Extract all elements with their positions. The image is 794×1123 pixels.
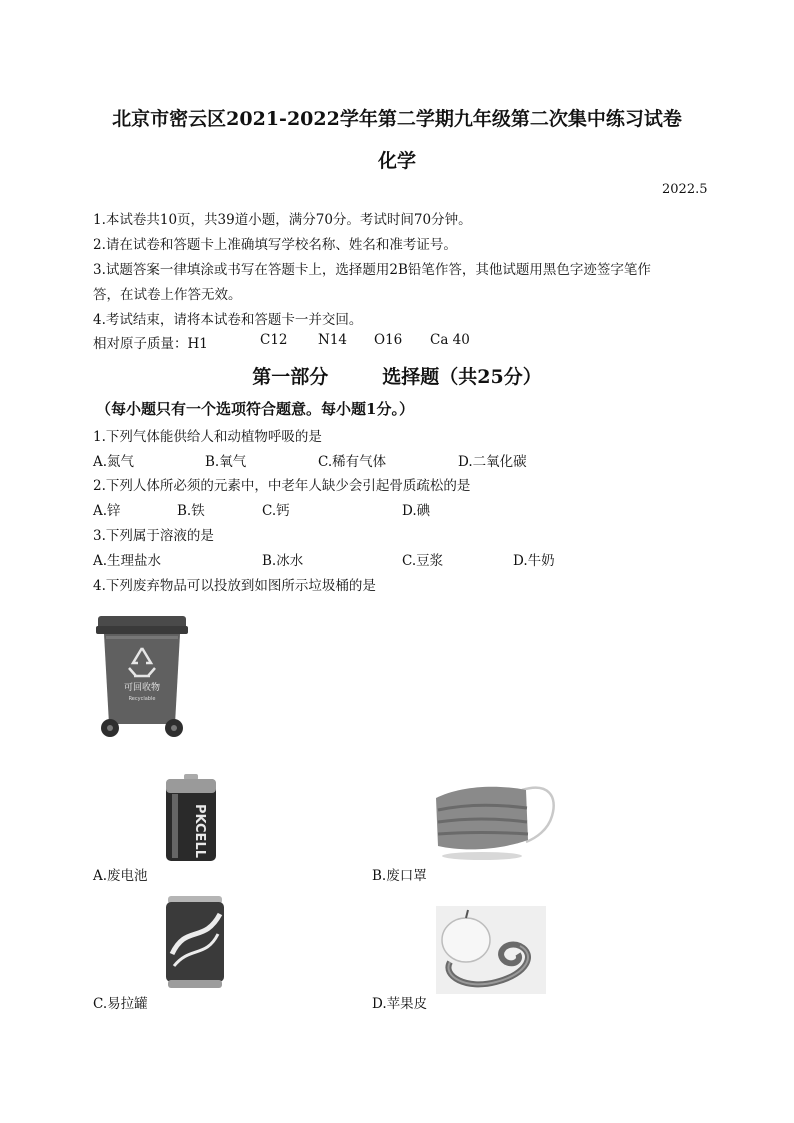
q4-option-c[interactable]: C.易拉罐 <box>93 996 148 1012</box>
bin-label-cn: 可回收物 <box>123 683 161 693</box>
note-2: 2.请在试卷和答题卡上准确填写学校名称、姓名和准考证号。 <box>93 237 457 253</box>
q4-option-b[interactable]: B.废口罩 <box>372 868 427 884</box>
note-3: 3.试题答案一律填涂或书写在答题卡上，选择题用2B铅笔作答，其他试题用黑色字迹签字笔作 <box>93 262 651 278</box>
part-instruction: （每小题只有一个选项符合题意。每小题1分。） <box>96 400 414 418</box>
q3-option-b[interactable]: B.冰水 <box>262 553 304 569</box>
q2-option-d[interactable]: D.碘 <box>402 503 431 519</box>
question-1-stem: 1.下列气体能供给人和动植物呼吸的是 <box>93 429 322 445</box>
face-mask-image <box>430 776 560 864</box>
recycle-bin-image <box>96 614 188 738</box>
exam-date: 2022.5 <box>662 182 708 197</box>
q1-option-d[interactable]: D.二氧化碳 <box>458 454 527 470</box>
exam-title: 北京市密云区2021-2022学年第二学期九年级第二次集中练习试卷 <box>112 108 682 130</box>
part-title <box>0 362 794 389</box>
q4-option-a[interactable]: A.废电池 <box>93 868 148 884</box>
q3-option-c[interactable]: C.豆浆 <box>402 553 444 569</box>
atomic-mass-label: 相对原子质量：H1 <box>93 336 208 352</box>
battery-image <box>164 774 220 864</box>
q1-option-c[interactable]: C.稀有气体 <box>318 454 387 470</box>
q2-option-a[interactable]: A.锌 <box>93 503 121 519</box>
question-3-stem: 3.下列属于溶液的是 <box>93 528 214 544</box>
note-4: 4.考试结束，请将本试卷和答题卡一并交回。 <box>93 312 363 328</box>
bin-label-en: Recyclable <box>128 696 156 702</box>
apple-peel-image <box>436 906 546 994</box>
exam-subject: 化学 <box>377 150 416 172</box>
atomic-mass-o: O16 <box>374 332 403 348</box>
q4-option-d[interactable]: D.苹果皮 <box>372 996 428 1012</box>
atomic-mass-ca: Ca 40 <box>430 332 470 348</box>
battery-brand: PKCELL <box>192 804 207 859</box>
q1-option-a[interactable]: A.氮气 <box>93 454 135 470</box>
q2-option-b[interactable]: B.铁 <box>177 503 205 519</box>
question-4-stem: 4.下列废弃物品可以投放到如图所示垃圾桶的是 <box>93 578 376 594</box>
q3-option-a[interactable]: A.生理盐水 <box>93 553 162 569</box>
atomic-mass-c: C12 <box>260 332 288 348</box>
q3-option-d[interactable]: D.牛奶 <box>513 553 555 569</box>
part-name: 第一部分 <box>252 366 329 388</box>
part-section-title: 选择题（共25分） <box>382 366 542 388</box>
q1-option-b[interactable]: B.氧气 <box>205 454 247 470</box>
note-3-cont: 答，在试卷上作答无效。 <box>93 287 242 303</box>
question-2-stem: 2.下列人体所必须的元素中，中老年人缺少会引起骨质疏松的是 <box>93 478 471 494</box>
atomic-mass-n: N14 <box>318 332 347 348</box>
note-1: 1.本试卷共10页，共39道小题，满分70分。考试时间70分钟。 <box>93 212 472 228</box>
soda-can-image <box>164 894 226 990</box>
q2-option-c[interactable]: C.钙 <box>262 503 290 519</box>
